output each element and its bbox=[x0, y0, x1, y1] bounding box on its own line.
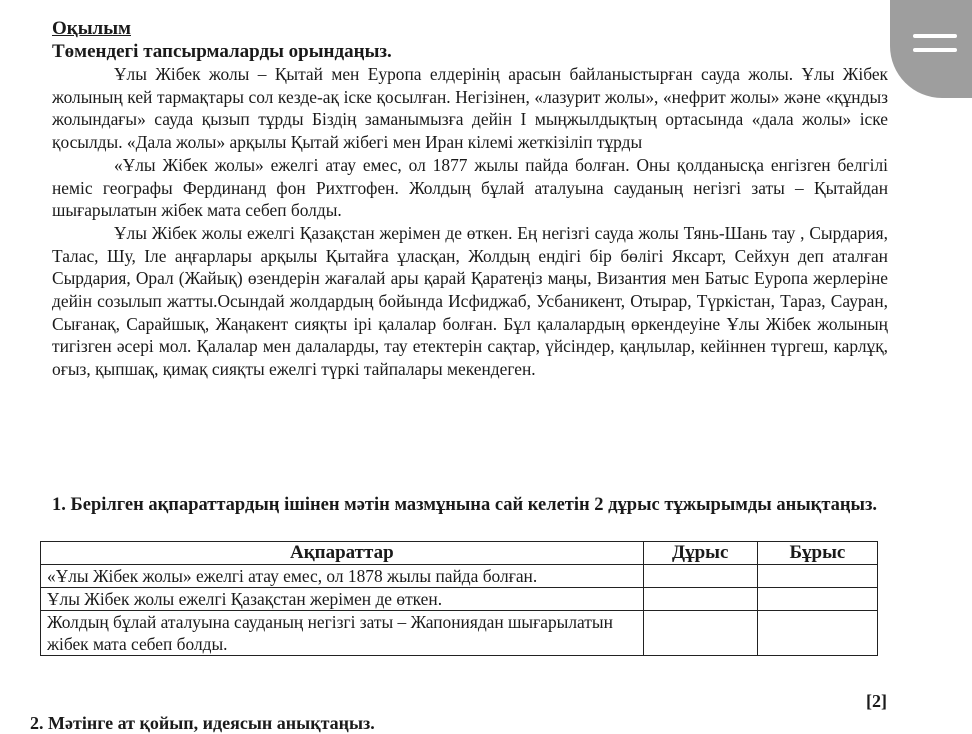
table-header-row bbox=[41, 542, 878, 565]
instruction-text: Төмендегі тапсырмаларды орындаңыз. bbox=[52, 41, 392, 62]
passage-paragraph-2: «Ұлы Жібек жолы» ежелгі атау емес, ол 1877 жылы пайда болған. Оны қолданысқа енгізген белгілі неміс географы Фердинанд фон Рихтгофен. Жолдың бұлай аталуына сауданың негізгі заты – Қытайдан шығарылатын жібек мата себеп болды. bbox=[52, 154, 888, 221]
header-true: Дұрыс bbox=[643, 542, 757, 565]
reading-passage bbox=[52, 63, 888, 381]
false-answer-cell[interactable] bbox=[757, 588, 877, 611]
passage-paragraph-3: Ұлы Жібек жолы ежелгі Қазақстан жерімен де өткен. Ең негізгі сауда жолы Тянь-Шань тау , Сырдария, Талас, Шу, Іле аңғарлары арқылы Қытайға ұласқан, Жолдың ендігі бір бөлігі Яксарт, Сейхун деп аталған Сырдария, Орал (Жайық) өзендерін жағалай ары қарай Қаратеңіз маңы, Византия мен Батыс Еуропа жерлеріне дейін созылып жатты.Осындай жолдардың бойында Исфиджаб, Усбаникент, Отырар, Түркістан, Тараз, Сауран, Сығанақ, Сарайшық, Жаңакент сияқты ірі қалалар болған. Бұл қалалардың өркендеуіне Ұлы Жібек жолының тигізген әсері мол. Қалалар мен далаларды, тау етектерін сақтар, үйсіндер, қаңлылар, кейіннен түргеш, карлұқ, оғыз, қыпшақ, қимақ сияқты ежелгі түркі тайпалары мекендеген. bbox=[52, 222, 888, 380]
task-2-title: 2. Мәтінге ат қойып, идеясын анықтаңыз. bbox=[30, 713, 375, 733]
table-row bbox=[41, 588, 878, 611]
section-heading: Оқылым bbox=[52, 18, 131, 39]
true-answer-cell[interactable] bbox=[643, 588, 757, 611]
points-label: [2] bbox=[866, 691, 887, 711]
false-answer-cell[interactable] bbox=[757, 611, 877, 656]
false-answer-cell[interactable] bbox=[757, 565, 877, 588]
menu-bar bbox=[913, 34, 957, 38]
passage-paragraph-1: Ұлы Жібек жолы – Қытай мен Еуропа елдерінің арасын байланыстырған сауда жолы. Ұлы Жібек жолының кей тармақтары сол кезде-ақ іске қосылған. Негізінен, «лазурит жолы», «нефрит жолы» және «құндыз жолындағы» сауда қызып тұрды Біздің заманымызға дейін I мыңжылдықтың ортасында «дала жолы» іске қосылды. «Дала жолы» арқылы Қытай жібегі мен Иран кілемі жеткізіліп тұрды bbox=[52, 64, 888, 153]
statement-cell: Жолдың бұлай аталуына сауданың негізгі заты – Жапониядан шығарылатын жібек мата себеп болды. bbox=[41, 611, 644, 656]
hamburger-menu-icon[interactable] bbox=[890, 0, 972, 98]
header-info: Ақпараттар bbox=[41, 542, 644, 565]
statement-cell: Ұлы Жібек жолы ежелгі Қазақстан жерімен де өткен. bbox=[41, 588, 644, 611]
true-answer-cell[interactable] bbox=[643, 565, 757, 588]
header-false: Бұрыс bbox=[757, 542, 877, 565]
statements-table bbox=[40, 541, 878, 656]
table-row bbox=[41, 565, 878, 588]
true-answer-cell[interactable] bbox=[643, 611, 757, 656]
task-1-title: 1. Берілген ақпараттардың ішінен мәтін мазмұнына сай келетін 2 дұрыс тұжырымды анықтаңыз. bbox=[52, 495, 878, 515]
statement-cell: «Ұлы Жібек жолы» ежелгі атау емес, ол 1878 жылы пайда болған. bbox=[41, 565, 644, 588]
menu-bar bbox=[913, 48, 957, 52]
table-row bbox=[41, 611, 878, 656]
